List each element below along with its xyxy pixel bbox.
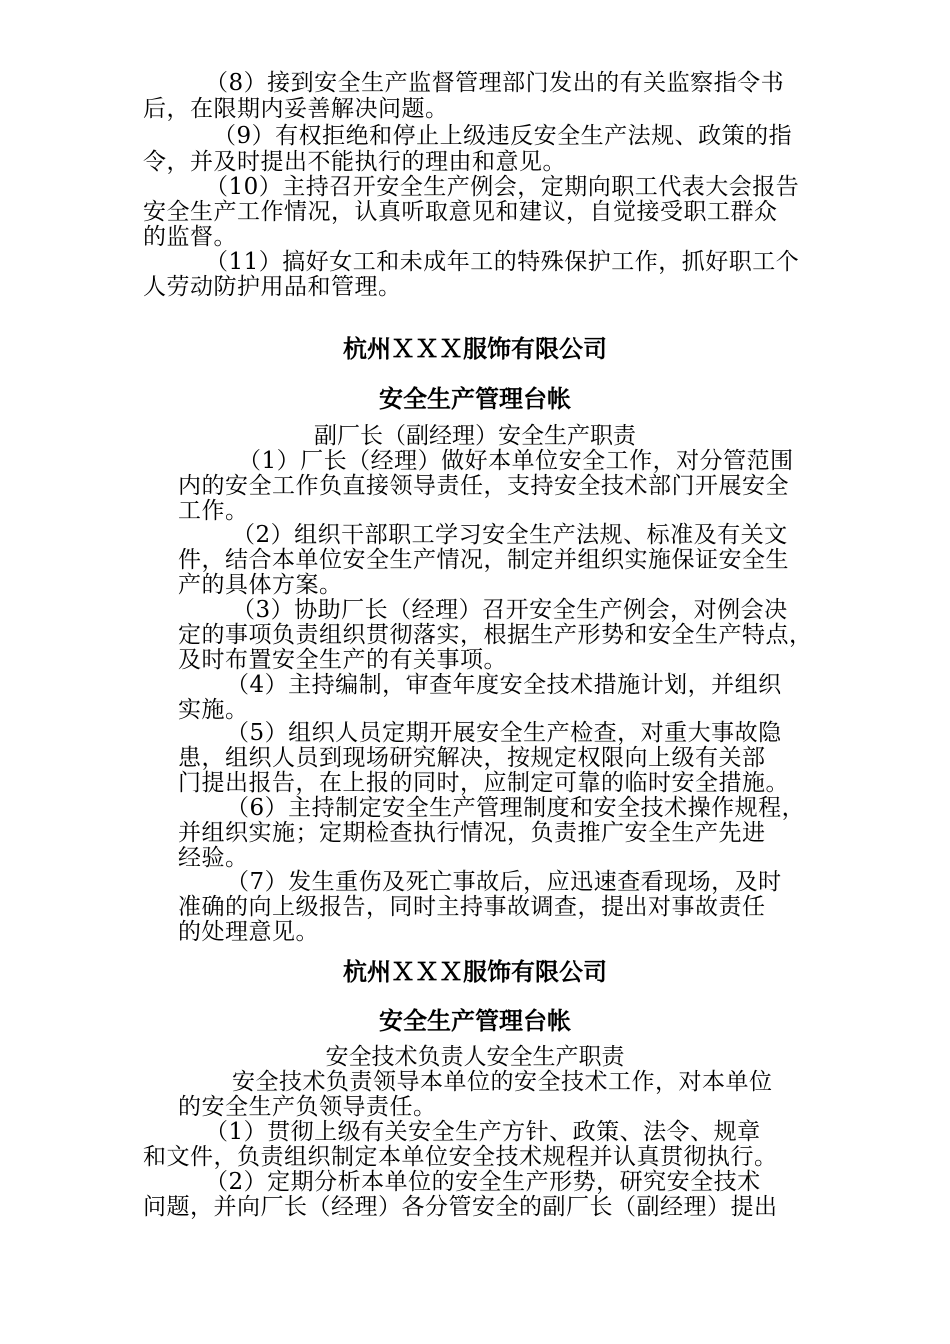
s2-paragraph-2-line-1: （2）组织干部职工学习安全生产法规、标准及有关文	[232, 522, 788, 548]
ledger-heading: 安全生产管理台帐	[379, 385, 571, 413]
s3-intro-line-1: 安全技术负责领导本单位的安全技术工作，对本单位	[232, 1069, 773, 1095]
s2-paragraph-5-line-2: 患，组织人员到现场研究解决，按规定权限向上级有关部	[178, 745, 766, 771]
s2-paragraph-6-line-3: 经验。	[178, 845, 249, 871]
s3-intro-line-2: 的安全生产负领导责任。	[178, 1094, 437, 1120]
s3-paragraph-2-line-1: （2）定期分析本单位的安全生产形势，研究安全技术	[205, 1169, 761, 1195]
s2-paragraph-5-line-3: 门提出报告，在上报的同时，应制定可靠的临时安全措施。	[178, 770, 789, 796]
s2-paragraph-7-line-1: （7）发生重伤及死亡事故后，应迅速查看现场，及时	[226, 869, 782, 895]
paragraph-9-line-2: 令，并及时提出不能执行的理由和意见。	[143, 149, 566, 175]
s3-paragraph-1-line-2: 和文件，负责组织制定本单位安全技术规程并认真贯彻执行。	[143, 1144, 778, 1170]
paragraph-10-line-2: 安全生产工作情况，认真听取意见和建议，自觉接受职工群众	[143, 199, 778, 225]
s2-paragraph-2-line-2: 件，结合本单位安全生产情况，制定并组织实施保证安全生	[178, 547, 789, 573]
s2-paragraph-7-line-3: 的处理意见。	[178, 919, 319, 945]
s2-paragraph-1-line-2: 内的安全工作负直接领导责任，支持安全技术部门开展安全	[178, 473, 789, 499]
company-heading: 杭州ＸＸＸ服饰有限公司	[343, 335, 607, 363]
s2-paragraph-3-line-1: （3）协助厂长（经理）召开安全生产例会，对例会决	[232, 597, 788, 623]
s2-paragraph-7-line-2: 准确的向上级报告，同时主持事故调查，提出对事故责任	[178, 894, 766, 920]
paragraph-8-line-2: 后，在限期内妥善解决问题。	[143, 96, 449, 122]
ledger-heading: 安全生产管理台帐	[379, 1007, 571, 1035]
s2-paragraph-4-line-2: 实施。	[178, 697, 249, 723]
s2-paragraph-1-line-3: 工作。	[178, 498, 249, 524]
section-subtitle: 安全技术负责人安全生产职责	[325, 1044, 625, 1070]
s2-paragraph-4-line-1: （4）主持编制，审查年度安全技术措施计划，并组织	[226, 672, 782, 698]
s3-paragraph-1-line-1: （1）贯彻上级有关安全生产方针、政策、法令、规章	[205, 1119, 761, 1145]
s2-paragraph-1-line-1: （1）厂长（经理）做好本单位安全工作，对分管范围	[238, 448, 794, 474]
s2-paragraph-3-line-2: 定的事项负责组织贯彻落实，根据生产形势和安全生产特点，	[178, 622, 813, 648]
paragraph-10-line-1: （10）主持召开安全生产例会，定期向职工代表大会报告	[205, 174, 800, 200]
paragraph-10-line-3: 的监督。	[143, 224, 237, 250]
paragraph-8-line-1: （8）接到安全生产监督管理部门发出的有关监察指令书	[205, 70, 785, 96]
s2-paragraph-2-line-3: 产的具体方案。	[178, 572, 343, 598]
s2-paragraph-6-line-1: （6）主持制定安全生产管理制度和安全技术操作规程，	[226, 795, 806, 821]
s3-paragraph-2-line-2: 问题，并向厂长（经理）各分管安全的副厂长（副经理）提出	[143, 1194, 778, 1220]
s2-paragraph-3-line-3: 及时布置安全生产的有关事项。	[178, 647, 507, 673]
section-subtitle: 副厂长（副经理）安全生产职责	[314, 423, 636, 449]
s2-paragraph-6-line-2: 并组织实施；定期检查执行情况，负责推广安全生产先进	[178, 820, 766, 846]
s2-paragraph-5-line-1: （5）组织人员定期开展安全生产检查，对重大事故隐	[226, 720, 782, 746]
company-heading: 杭州ＸＸＸ服饰有限公司	[343, 958, 607, 986]
paragraph-9-line-1: （9）有权拒绝和停止上级违反安全生产法规、政策的指	[213, 123, 793, 149]
paragraph-11-line-1: （11）搞好女工和未成年工的特殊保护工作，抓好职工个	[205, 249, 800, 275]
paragraph-11-line-2: 人劳动防护用品和管理。	[143, 274, 402, 300]
